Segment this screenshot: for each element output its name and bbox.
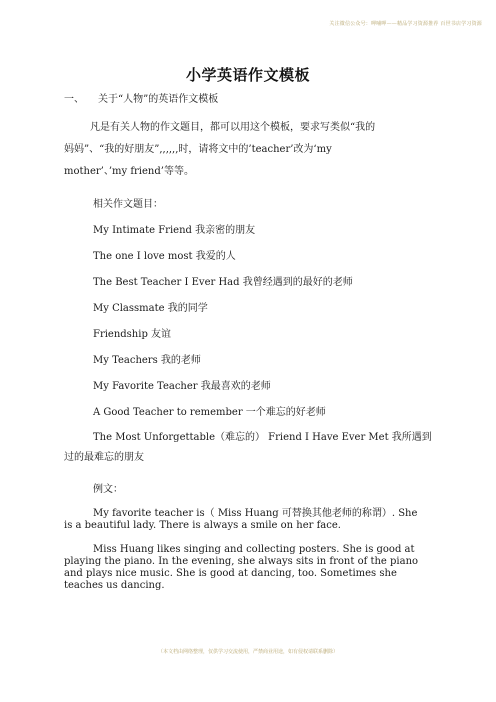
intro-line-3: mother’、’my friend’等等。 xyxy=(64,166,194,177)
topic-item: My Teachers 我的老师 xyxy=(93,355,201,366)
section-heading xyxy=(64,94,218,106)
topic-item-long: The Most Unforgettable（难忘的） Friend I Have Ever Met 我所遇到过的最难忘的朋友 xyxy=(64,432,432,463)
topic-item: The one I love most 我爱的人 xyxy=(93,251,236,262)
topic-item: A Good Teacher to remember 一个难忘的好老师 xyxy=(93,407,326,418)
topic-item: My Classmate 我的同学 xyxy=(93,303,208,314)
topic-item: My Intimate Friend 我亲密的朋友 xyxy=(93,225,256,236)
intro-line-2: 妈妈”、“我的好朋友”,,,,,,时，请将文中的’teacher’改为‘my xyxy=(64,144,332,155)
header-watermark-note: 关注微信公众号：呷哺呷——精品学习资源推荐 百世书店学习资源 xyxy=(329,21,482,27)
topic-item: Friendship 友谊 xyxy=(93,329,172,340)
section-number: 一、 xyxy=(64,94,84,105)
section-heading-text: 关于“人物”的英语作文模板 xyxy=(98,94,219,105)
example-label: 例文： xyxy=(93,484,123,495)
intro-paragraph xyxy=(64,117,432,183)
document-title: 小学英语作文模板 xyxy=(185,66,310,84)
example-paragraph-1: My favorite teacher is（ Miss Huang 可替换其他老师的称谓）. She is a beautiful lady. There is always a smile on her face. xyxy=(64,508,418,531)
related-topics-label: 相关作文题目： xyxy=(93,199,163,210)
footer-watermark-note: （本文档由网络整理，仅供学习交流使用，严禁商业用途，如有侵权请联系删除） xyxy=(157,649,338,655)
intro-line-1: 凡是有关人物的作文题目，都可以用这个模板，要求写类似“我的 xyxy=(90,122,376,133)
topic-item: The Best Teacher I Ever Had 我曾经遇到的最好的老师 xyxy=(93,277,353,288)
example-paragraph-2: Miss Huang likes singing and collecting posters. She is good at playing the piano. In the evening, she always sits in front of the piano and plays nice music. She is good at dancing, too. Sometimes she teaches us dancing. xyxy=(64,544,419,591)
topic-item: My Favorite Teacher 我最喜欢的老师 xyxy=(93,381,271,392)
